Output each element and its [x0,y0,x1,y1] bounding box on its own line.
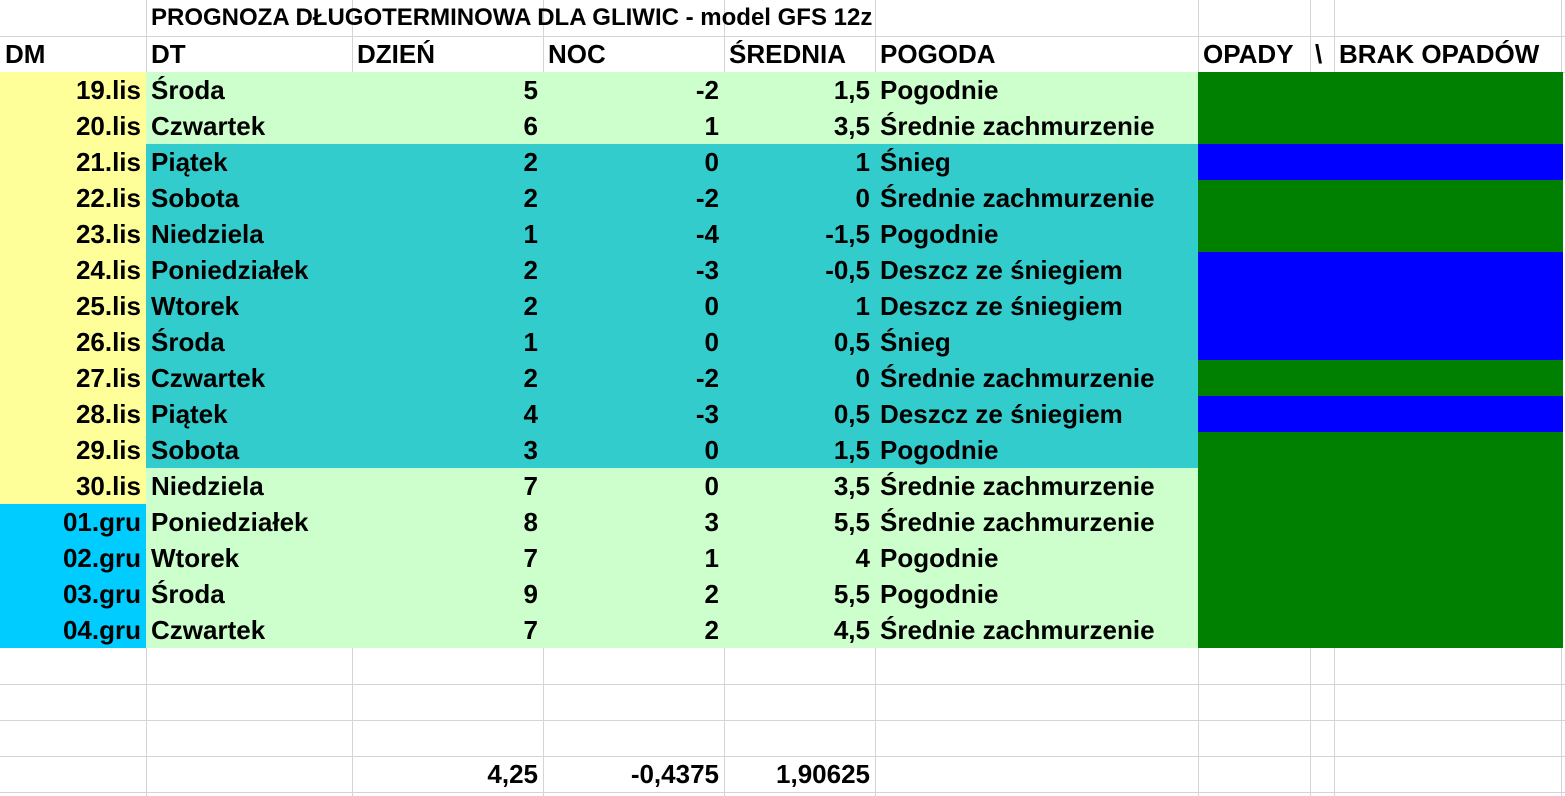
precipitation-indicator[interactable] [1198,468,1563,504]
sheet-title[interactable]: PROGNOZA DŁUGOTERMINOWA DLA GLIWIC - model GFS 12z [151,4,873,31]
gridline [0,792,1565,793]
cell-dm[interactable]: 28.lis [0,396,146,432]
cell-dzien[interactable]: 7 [352,540,543,576]
cell-dm[interactable]: 02.gru [0,540,146,576]
cell-dm[interactable]: 19.lis [0,72,146,108]
cell-dzien[interactable]: 2 [352,288,543,324]
gridline [0,720,1565,721]
cell-dzien[interactable]: 2 [352,144,543,180]
cell-dzien[interactable]: 6 [352,108,543,144]
average-noc[interactable]: -0,4375 [630,759,719,789]
cell-dt[interactable]: Czwartek [146,360,352,396]
cell-dt[interactable]: Czwartek [146,612,352,648]
cell-noc[interactable]: 3 [543,504,724,540]
cell-srednia[interactable]: 3,5 [724,108,875,144]
header-dt[interactable]: DT [151,39,186,69]
cell-pogoda[interactable]: Średnie zachmurzenie [875,468,1198,504]
cell-dzien[interactable]: 2 [352,180,543,216]
precipitation-indicator[interactable] [1198,108,1563,144]
cell-noc[interactable]: 1 [543,108,724,144]
cell-pogoda[interactable]: Średnie zachmurzenie [875,180,1198,216]
precipitation-indicator[interactable] [1198,432,1563,468]
header-pogoda[interactable]: POGODA [880,39,996,69]
header-dm[interactable]: DM [5,39,46,69]
cell-srednia[interactable]: -1,5 [724,216,875,252]
cell-dm[interactable]: 26.lis [0,324,146,360]
precipitation-indicator[interactable] [1198,288,1563,324]
precipitation-indicator[interactable] [1198,540,1563,576]
cell-pogoda[interactable]: Pogodnie [875,216,1198,252]
cell-dzien[interactable]: 1 [352,324,543,360]
cell-noc[interactable]: -3 [543,396,724,432]
cell-dm[interactable]: 24.lis [0,252,146,288]
precipitation-indicator[interactable] [1198,360,1563,396]
precipitation-indicator[interactable] [1198,180,1563,216]
cell-dt[interactable]: Niedziela [146,216,352,252]
cell-dm[interactable]: 23.lis [0,216,146,252]
cell-pogoda[interactable]: Średnie zachmurzenie [875,612,1198,648]
header-noc[interactable]: NOC [548,39,606,69]
cell-noc[interactable]: -2 [543,180,724,216]
cell-dt[interactable]: Środa [146,324,352,360]
precipitation-indicator[interactable] [1198,324,1563,360]
cell-dm[interactable]: 22.lis [0,180,146,216]
cell-noc[interactable]: 2 [543,612,724,648]
cell-dt[interactable]: Środa [146,576,352,612]
precipitation-indicator[interactable] [1198,396,1563,432]
cell-dzien[interactable]: 5 [352,72,543,108]
cell-pogoda[interactable]: Średnie zachmurzenie [875,504,1198,540]
precipitation-indicator[interactable] [1198,216,1563,252]
cell-pogoda[interactable]: Deszcz ze śniegiem [875,288,1198,324]
precipitation-indicator[interactable] [1198,504,1563,540]
cell-srednia[interactable]: 1 [724,288,875,324]
precipitation-indicator[interactable] [1198,144,1563,180]
cell-dm[interactable]: 29.lis [0,432,146,468]
cell-dzien[interactable]: 3 [352,432,543,468]
cell-dt[interactable]: Piątek [146,144,352,180]
cell-pogoda[interactable]: Średnie zachmurzenie [875,108,1198,144]
cell-srednia[interactable]: 0,5 [724,396,875,432]
cell-noc[interactable]: 0 [543,432,724,468]
cell-pogoda[interactable]: Pogodnie [875,432,1198,468]
cell-noc[interactable]: 0 [543,324,724,360]
cell-dzien[interactable]: 7 [352,612,543,648]
cell-dm[interactable]: 25.lis [0,288,146,324]
cell-pogoda[interactable]: Deszcz ze śniegiem [875,396,1198,432]
cell-dt[interactable]: Poniedziałek [146,504,352,540]
cell-dzien[interactable]: 7 [352,468,543,504]
cell-dm[interactable]: 01.gru [0,504,146,540]
header-dzien[interactable]: DZIEŃ [357,39,435,69]
cell-dzien[interactable]: 2 [352,252,543,288]
cell-dzien[interactable]: 4 [352,396,543,432]
cell-noc[interactable]: 1 [543,540,724,576]
header-brak-opadow[interactable]: BRAK OPADÓW [1339,39,1540,69]
cell-dt[interactable]: Sobota [146,432,352,468]
cell-noc[interactable]: 0 [543,144,724,180]
precipitation-indicator[interactable] [1198,72,1563,108]
cell-srednia[interactable]: 5,5 [724,576,875,612]
precipitation-indicator[interactable] [1198,612,1563,648]
cell-pogoda[interactable]: Pogodnie [875,72,1198,108]
cell-noc[interactable]: -4 [543,216,724,252]
cell-dzien[interactable]: 9 [352,576,543,612]
cell-pogoda[interactable]: Deszcz ze śniegiem [875,252,1198,288]
cell-dt[interactable]: Środa [146,72,352,108]
cell-noc[interactable]: 0 [543,288,724,324]
cell-noc[interactable]: 2 [543,576,724,612]
cell-srednia[interactable]: 5,5 [724,504,875,540]
cell-srednia[interactable]: 0 [724,360,875,396]
cell-noc[interactable]: -3 [543,252,724,288]
header-srednia[interactable]: ŚREDNIA [729,39,847,69]
cell-dt[interactable]: Piątek [146,396,352,432]
average-dzien[interactable]: 4,25 [487,759,538,789]
cell-dt[interactable]: Sobota [146,180,352,216]
cell-dt[interactable]: Wtorek [146,288,352,324]
cell-dt[interactable]: Czwartek [146,108,352,144]
precipitation-indicator[interactable] [1198,576,1563,612]
cell-dt[interactable]: Poniedziałek [146,252,352,288]
cell-pogoda[interactable]: Średnie zachmurzenie [875,360,1198,396]
average-srednia[interactable]: 1,90625 [776,759,870,789]
cell-noc[interactable]: 0 [543,468,724,504]
cell-noc[interactable]: -2 [543,360,724,396]
cell-dm[interactable]: 30.lis [0,468,146,504]
cell-srednia[interactable]: 3,5 [724,468,875,504]
precipitation-indicator[interactable] [1198,252,1563,288]
cell-srednia[interactable]: 4,5 [724,612,875,648]
cell-dm[interactable]: 20.lis [0,108,146,144]
header-opady[interactable]: OPADY [1203,39,1294,69]
cell-srednia[interactable]: 1 [724,144,875,180]
cell-pogoda[interactable]: Pogodnie [875,576,1198,612]
cell-pogoda[interactable]: Pogodnie [875,540,1198,576]
header-separator[interactable]: \ [1315,39,1323,69]
cell-dm[interactable]: 03.gru [0,576,146,612]
cell-dm[interactable]: 27.lis [0,360,146,396]
cell-dm[interactable]: 21.lis [0,144,146,180]
cell-dzien[interactable]: 8 [352,504,543,540]
cell-dm[interactable]: 04.gru [0,612,146,648]
cell-srednia[interactable]: 0,5 [724,324,875,360]
cell-srednia[interactable]: 0 [724,180,875,216]
cell-dt[interactable]: Wtorek [146,540,352,576]
cell-srednia[interactable]: 4 [724,540,875,576]
cell-srednia[interactable]: 1,5 [724,432,875,468]
cell-pogoda[interactable]: Śnieg [875,324,1198,360]
cell-srednia[interactable]: 1,5 [724,72,875,108]
cell-dt[interactable]: Niedziela [146,468,352,504]
cell-srednia[interactable]: -0,5 [724,252,875,288]
cell-noc[interactable]: -2 [543,72,724,108]
cell-pogoda[interactable]: Śnieg [875,144,1198,180]
cell-dzien[interactable]: 2 [352,360,543,396]
gridline [0,684,1565,685]
cell-dzien[interactable]: 1 [352,216,543,252]
